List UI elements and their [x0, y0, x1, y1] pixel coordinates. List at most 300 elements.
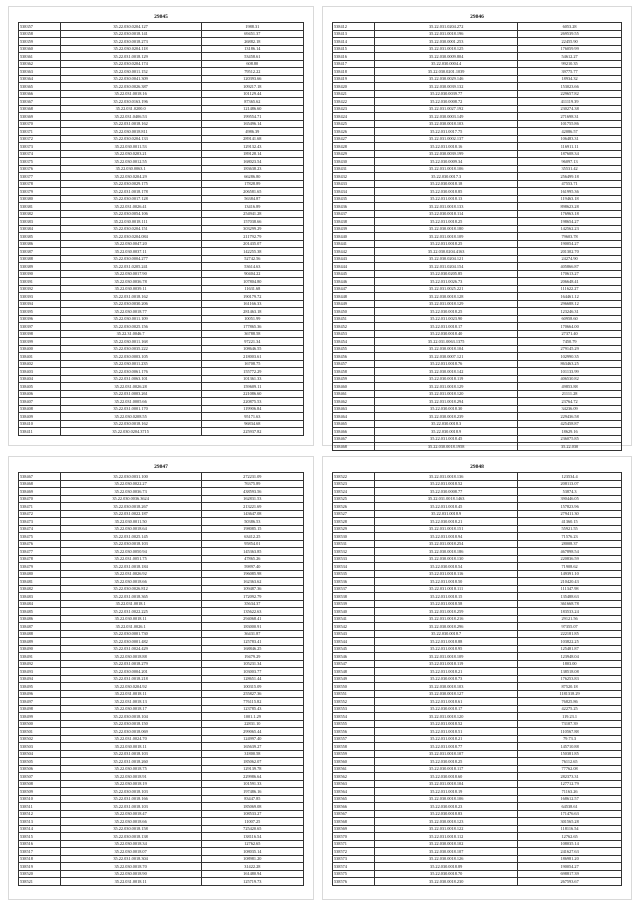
- table-row: [333, 638, 622, 646]
- amount-cell: 299065.44: [201, 728, 303, 736]
- table-row: [19, 690, 304, 698]
- record-id-cell: 538384: [19, 225, 61, 233]
- table-row: [333, 705, 622, 713]
- amount-cell: 170664.00: [518, 323, 622, 331]
- table-row: [19, 810, 304, 818]
- table-row: [19, 353, 304, 361]
- account-code-cell: 35.22.030.0018.89: [375, 863, 518, 871]
- table-row: [19, 293, 304, 301]
- record-id-cell: 538416: [333, 53, 375, 61]
- table-row: [333, 308, 622, 316]
- amount-cell: 79.73.3: [518, 735, 622, 743]
- record-id-cell: 538529: [333, 525, 375, 533]
- record-id-cell: 538483: [19, 593, 61, 601]
- account-code-cell: 35.22.031.0003.261: [60, 390, 201, 398]
- amount-cell: 52742.56: [201, 255, 303, 263]
- table-row: [19, 803, 304, 811]
- record-id-cell: 538470: [19, 495, 61, 503]
- account-code-cell: 35.22.031.0001.170: [60, 405, 201, 413]
- table-row: [333, 488, 622, 496]
- account-code-cell: 35.22.030.0018.18: [375, 180, 518, 188]
- record-id-cell: 538494: [19, 675, 61, 683]
- record-id-cell: 538521: [19, 878, 61, 886]
- table-row: [333, 270, 622, 278]
- amount-cell: 161166.33: [201, 300, 303, 308]
- amount-cell: 121486.60: [201, 105, 303, 113]
- record-id-cell: 538473: [19, 518, 61, 526]
- table-row: [333, 398, 622, 406]
- account-code-cell: 35.22.030.0018.17: [375, 705, 518, 713]
- account-code-cell: 35.22.031.0018.94: [375, 533, 518, 541]
- record-id-cell: 538455: [333, 345, 375, 353]
- account-code-cell: 35.22.031.0018.11: [60, 878, 201, 886]
- account-code-cell: 35.22.030.0063.1: [60, 165, 201, 173]
- amount-cell: 101755.86: [518, 120, 622, 128]
- amount-cell: 190054.27: [518, 863, 622, 871]
- table-row: [333, 68, 622, 76]
- amount-cell: 161995.36: [518, 188, 622, 196]
- account-code-cell: 35.22.031.0018.52: [375, 480, 518, 488]
- table-row: [333, 165, 622, 173]
- record-id-cell: 538510: [19, 795, 61, 803]
- record-id-cell: 538541: [333, 615, 375, 623]
- table-row: [333, 23, 622, 31]
- table-row: [333, 300, 622, 308]
- account-code-cell: 35.22.031.0406.53: [60, 113, 201, 121]
- record-id-cell: 538531: [333, 540, 375, 548]
- amount-cell: 128651.44: [201, 675, 303, 683]
- amount-cell: 159609.11: [201, 383, 303, 391]
- amount-cell: 406530.82: [518, 375, 622, 383]
- table-row: [19, 45, 304, 53]
- record-id-cell: 538422: [333, 98, 375, 106]
- record-id-cell: 538445: [333, 270, 375, 278]
- table-row: [333, 203, 622, 211]
- amount-cell: 229657.82: [518, 90, 622, 98]
- table-row: [19, 195, 304, 203]
- account-code-cell: 35.22.031.0018.178: [60, 188, 201, 196]
- amount-cell: 66286.80: [201, 173, 303, 181]
- record-id-cell: 538370: [19, 120, 61, 128]
- account-code-cell: 35.22.030.0018.273: [60, 38, 201, 46]
- account-code-cell: 35.22.031.0025.221: [375, 285, 518, 293]
- account-code-cell: 35.22.031.0018.116: [375, 570, 518, 578]
- record-id-cell: 538357: [19, 23, 61, 31]
- table-row: [19, 495, 304, 503]
- table-row: [19, 225, 304, 233]
- amount-cell: 76112.65: [518, 758, 622, 766]
- record-id-cell: 538522: [333, 473, 375, 481]
- account-code-cell: 35.22.030.0039.132: [375, 83, 518, 91]
- table-row: [19, 825, 304, 833]
- amount-cell: 164461.12: [518, 293, 622, 301]
- record-id-cell: 538393: [19, 293, 61, 301]
- amount-cell: 153023.66: [518, 83, 622, 91]
- record-id-cell: 538538: [333, 593, 375, 601]
- account-code-cell: 35.22.030.0001.482: [60, 638, 201, 646]
- account-code-cell: 35.22.030.0018.114: [375, 210, 518, 218]
- account-code-cell: 35.22.031.0022.187: [60, 510, 201, 518]
- amount-cell: 83447.85: [201, 795, 303, 803]
- account-code-cell: 35.22.030.0018.23: [375, 803, 518, 811]
- amount-cell: 55921.55: [518, 525, 622, 533]
- amount-cell: 222181.85: [518, 630, 622, 638]
- amount-cell: 18629.16: [518, 428, 622, 436]
- account-code-cell: 35.22.030.0018.130: [375, 555, 518, 563]
- account-code-cell: 35.22.031.0204.272: [375, 23, 518, 31]
- account-code-cell: 35.22.031.0018.109: [375, 653, 518, 661]
- record-id-cell: 538537: [333, 585, 375, 593]
- record-id-cell: 538464: [333, 413, 375, 421]
- sheet-title: 29848: [470, 464, 484, 470]
- account-code-cell: 35.22.030.0011.152: [60, 68, 201, 76]
- amount-cell: 129132.43: [201, 143, 303, 151]
- account-code-cell: 35.22.031.0018.162: [60, 120, 201, 128]
- record-id-cell: 538452: [333, 323, 375, 331]
- table-row: [333, 660, 622, 668]
- amount-cell: 190179.72: [201, 293, 303, 301]
- record-id-cell: 538515: [19, 833, 61, 841]
- record-id-cell: 538410: [19, 420, 61, 428]
- amount-cell: 34236.09: [518, 405, 622, 413]
- account-code-cell: 35.22.030.0018.158: [60, 825, 201, 833]
- table-row: [333, 263, 622, 271]
- table-row: [333, 623, 622, 631]
- table-row: [333, 293, 622, 301]
- table-row: [333, 758, 622, 766]
- table-row: [333, 225, 622, 233]
- account-code-cell: 35.22.030.0018.11: [60, 743, 201, 751]
- record-id-cell: 538540: [333, 608, 375, 616]
- table-row: [19, 548, 304, 556]
- amount-cell: 185062.07: [201, 758, 303, 766]
- account-code-cell: 35.22.030.0017.90: [60, 270, 201, 278]
- record-id-cell: 538572: [333, 848, 375, 856]
- account-code-cell: 35.22.031.0018.88: [375, 638, 518, 646]
- table-row: [333, 600, 622, 608]
- account-code-cell: 35.22.030.0011.53: [60, 143, 201, 151]
- table-row: [333, 210, 622, 218]
- table-row: [19, 285, 304, 293]
- account-code-cell: 35.22.030.0018.069: [60, 728, 201, 736]
- account-code-cell: 35.22.030.0204.4163: [375, 248, 518, 256]
- account-code-cell: 35.22.031.0018.21: [375, 735, 518, 743]
- record-id-cell: 538566: [333, 803, 375, 811]
- record-id-cell: 538442: [333, 248, 375, 256]
- account-code-cell: 35.22.031.0018.103: [60, 750, 201, 758]
- amount-cell: 281463.18: [201, 308, 303, 316]
- record-id-cell: 538415: [333, 45, 375, 53]
- record-id-cell: 538383: [19, 218, 61, 226]
- record-id-cell: 538461: [333, 390, 375, 398]
- table-row: [19, 533, 304, 541]
- record-id-cell: 538555: [333, 720, 375, 728]
- table-row: [19, 150, 304, 158]
- record-id-cell: 538375: [19, 158, 61, 166]
- record-id-cell: 538567: [333, 810, 375, 818]
- account-code-cell: 35.22.031.0018.11: [60, 690, 201, 698]
- record-id-cell: 538369: [19, 113, 61, 121]
- account-code-cell: 35.22.030.0039.77: [375, 90, 518, 98]
- table-row: [19, 525, 304, 533]
- table-row: [333, 510, 622, 518]
- table-row: [333, 240, 622, 248]
- amount-cell: 41360.15: [518, 518, 622, 526]
- ledger-sheet: [322, 6, 632, 449]
- account-code-cell: 35.22.031.0023.90: [375, 315, 518, 323]
- amount-cell: 198085.15: [201, 525, 303, 533]
- record-id-cell: 538467: [19, 473, 61, 481]
- account-code-cell: 35.22.031.0018.13: [375, 195, 518, 203]
- account-code-cell: 35.22.030.0018.21: [375, 518, 518, 526]
- record-id-cell: 538358: [19, 30, 61, 38]
- account-code-cell: 35.22.030.0009.34: [375, 158, 518, 166]
- table-row: [19, 120, 304, 128]
- table-row: [19, 608, 304, 616]
- record-id-cell: 538524: [333, 488, 375, 496]
- account-code-cell: 35.22.031.0018.58: [375, 600, 518, 608]
- ledger-table: [18, 22, 304, 436]
- table-row: [19, 113, 304, 121]
- amount-cell: 190054.27: [518, 240, 622, 248]
- record-id-cell: 538438: [333, 218, 375, 226]
- ledger-sheet: [322, 456, 632, 900]
- record-id-cell: 538478: [19, 555, 61, 563]
- account-code-cell: 35.22.031.0018.16: [60, 90, 201, 98]
- account-code-cell: 35.22.031.0018.162: [60, 293, 201, 301]
- table-row: [19, 473, 304, 481]
- amount-cell: 102990.35: [518, 353, 622, 361]
- amount-cell: 230274.38: [518, 105, 622, 113]
- table-row: [19, 98, 304, 106]
- account-code-cell: 35.22.031.0024.429: [60, 645, 201, 653]
- amount-cell: 18934.32: [518, 75, 622, 83]
- table-row: [19, 30, 304, 38]
- table-row: [333, 773, 622, 781]
- account-code-cell: 35.22.030.0054.106: [60, 210, 201, 218]
- account-code-cell: 35.22.031.0018.52: [375, 720, 518, 728]
- amount-cell: 22455.90: [518, 38, 622, 46]
- table-row: [19, 773, 304, 781]
- record-id-cell: 538367: [19, 98, 61, 106]
- amount-cell: 220875.53: [201, 398, 303, 406]
- account-code-cell: 35.22.031.0018.254: [375, 540, 518, 548]
- table-row: [19, 135, 304, 143]
- table-row: [333, 728, 622, 736]
- amount-cell: 101591.33: [201, 780, 303, 788]
- account-code-cell: 35.22.031.0018.21: [375, 668, 518, 676]
- table-row: [19, 735, 304, 743]
- record-id-cell: 538388: [19, 255, 61, 263]
- amount-cell: 96834.68: [201, 420, 303, 428]
- table-row: [333, 45, 622, 53]
- amount-cell: 898623.28: [518, 203, 622, 211]
- amount-cell: 149391.10: [518, 570, 622, 578]
- account-code-cell: 35.22.030.0018.47: [60, 810, 201, 818]
- account-code-cell: 35.22.030.0018.19: [60, 780, 201, 788]
- record-id-cell: 538421: [333, 90, 375, 98]
- record-id-cell: 538504: [19, 750, 61, 758]
- table-row: [19, 855, 304, 863]
- amount-cell: 405866.87: [518, 263, 622, 271]
- record-id-cell: 538417: [333, 60, 375, 68]
- record-id-cell: 538437: [333, 210, 375, 218]
- table-row: [19, 53, 304, 61]
- table-row: [19, 210, 304, 218]
- amount-cell: 105231.34: [201, 660, 303, 668]
- amount-cell: 150381.85: [518, 750, 622, 758]
- account-code-cell: 35.22.031.0026.73: [375, 278, 518, 286]
- table-row: [333, 713, 622, 721]
- record-id-cell: 538449: [333, 300, 375, 308]
- amount-cell: 71163.26: [518, 788, 622, 796]
- record-id-cell: 538519: [19, 863, 61, 871]
- table-row: [19, 870, 304, 878]
- account-code-cell: 35.22.031.0018.120: [375, 713, 518, 721]
- amount-cell: 142255.38: [201, 248, 303, 256]
- table-row: [19, 23, 304, 31]
- record-id-cell: 538501: [19, 728, 61, 736]
- account-code-cell: 35.22.030.0018.40: [375, 330, 518, 338]
- account-code-cell: 35.22.030.0018.104: [375, 345, 518, 353]
- amount-cell: 110567.88: [518, 728, 622, 736]
- table-row: [333, 158, 622, 166]
- record-id-cell: 538485: [19, 608, 61, 616]
- table-row: [19, 375, 304, 383]
- table-row: [19, 728, 304, 736]
- account-code-cell: 35.22.030.0018.141: [60, 30, 201, 38]
- account-code-cell: 35.22.030.0204.174: [60, 60, 201, 68]
- amount-cell: 108646.55: [201, 345, 303, 353]
- table-row: [19, 683, 304, 691]
- account-code-cell: 35.22.030.0001.253: [375, 38, 518, 46]
- amount-cell: 186981.20: [518, 855, 622, 863]
- record-id-cell: 538458: [333, 368, 375, 376]
- account-code-cell: 35.22.031.0018.25: [375, 218, 518, 226]
- record-id-cell: 538371: [19, 128, 61, 136]
- account-code-cell: 35.22.030.0018.90: [60, 870, 201, 878]
- record-id-cell: 538468: [19, 480, 61, 488]
- amount-cell: 71908.62: [518, 563, 622, 571]
- table-row: [19, 765, 304, 773]
- amount-cell: 64538.61: [518, 803, 622, 811]
- table-row: [333, 368, 622, 376]
- account-code-cell: 35.22.030.0203.21: [60, 150, 201, 158]
- amount-cell: 125719.73: [201, 878, 303, 886]
- table-row: [333, 870, 622, 878]
- account-code-cell: 35.22.030.0018.60: [375, 773, 518, 781]
- record-id-cell: 538400: [19, 345, 61, 353]
- account-code-cell: 35.22.030.0018.77: [60, 308, 201, 316]
- amount-cell: 213221.69: [201, 503, 303, 511]
- ledger-table: [18, 472, 304, 886]
- table-row: [333, 173, 622, 181]
- record-id-cell: 538373: [19, 143, 61, 151]
- table-row: [19, 878, 304, 886]
- amount-cell: 101133.99: [518, 368, 622, 376]
- account-code-cell: 35.22.031.0018.119: [375, 660, 518, 668]
- account-code-cell: 35.22.030.0018.73: [375, 675, 518, 683]
- amount-cell: 161480.94: [201, 870, 303, 878]
- record-id-cell: 538546: [333, 653, 375, 661]
- table-row: [333, 585, 622, 593]
- record-id-cell: 538497: [19, 698, 61, 706]
- account-code-cell: 35.22.031.0018.77: [375, 743, 518, 751]
- record-id-cell: 538459: [333, 375, 375, 383]
- record-id-cell: 538551: [333, 690, 375, 698]
- table-row: [19, 413, 304, 421]
- amount-cell: 50386.53: [201, 518, 303, 526]
- table-row: [19, 368, 304, 376]
- record-id-cell: 538468: [333, 443, 375, 451]
- account-code-cell: 35.22.030.0018.17: [60, 705, 201, 713]
- amount-cell: 220836.59: [518, 555, 622, 563]
- account-code-cell: 35.22.031.0018.122: [375, 825, 518, 833]
- account-code-cell: 35.22.030.0018.66: [60, 818, 201, 826]
- ledger-sheet: [8, 6, 314, 446]
- record-id-cell: 538568: [333, 818, 375, 826]
- account-code-cell: 35.22.031.0018.76: [375, 360, 518, 368]
- record-id-cell: 538431: [333, 165, 375, 173]
- record-id-cell: 538448: [333, 293, 375, 301]
- account-code-cell: 35.22.030.0018.107: [375, 848, 518, 856]
- record-id-cell: 538396: [19, 315, 61, 323]
- amount-cell: 97355.07: [518, 623, 622, 631]
- account-code-cell: 35.22.031.0018.294: [375, 398, 518, 406]
- amount-cell: 101129.44: [201, 90, 303, 98]
- record-id-cell: 538545: [333, 645, 375, 653]
- ledger-table: [332, 472, 622, 886]
- table-row: [333, 825, 622, 833]
- amount-cell: 124997.40: [201, 735, 303, 743]
- amount-cell: 95854.01: [201, 540, 303, 548]
- table-row: [19, 563, 304, 571]
- amount-cell: 211792.79: [201, 233, 303, 241]
- account-code-cell: 35.22.031.0018.109: [375, 233, 518, 241]
- amount-cell: 198654.27: [518, 218, 622, 226]
- table-row: [333, 143, 622, 151]
- account-code-cell: 35.22.030.0029.146: [375, 75, 518, 83]
- table-row: [19, 315, 304, 323]
- record-id-cell: 538525: [333, 495, 375, 503]
- amount-cell: 168023.54: [201, 158, 303, 166]
- record-id-cell: 538556: [333, 728, 375, 736]
- amount-cell: 7450.79: [518, 338, 622, 346]
- account-code-cell: 35.22.030.0018.142: [375, 368, 518, 376]
- table-row: [333, 338, 622, 346]
- record-id-cell: 538557: [333, 735, 375, 743]
- account-code-cell: 35.22.030.0018.104: [60, 713, 201, 721]
- table-row: [333, 248, 622, 256]
- account-code-cell: 35.22.031.0018.1: [60, 600, 201, 608]
- amount-cell: 109487.36: [201, 585, 303, 593]
- record-id-cell: 538414: [333, 38, 375, 46]
- amount-cell: 108533.27: [201, 810, 303, 818]
- record-id-cell: 538386: [19, 240, 61, 248]
- table-row: [333, 443, 622, 451]
- amount-cell: 176253.83: [518, 675, 622, 683]
- record-id-cell: 538474: [19, 525, 61, 533]
- amount-cell: 138116.54: [201, 833, 303, 841]
- record-id-cell: 538418: [333, 68, 375, 76]
- table-row: [19, 68, 304, 76]
- table-row: [19, 578, 304, 586]
- record-id-cell: 538398: [19, 330, 61, 338]
- record-id-cell: 538409: [19, 413, 61, 421]
- account-code-cell: 35.22.030.0018.230: [375, 878, 518, 886]
- record-id-cell: 538502: [19, 735, 61, 743]
- account-code-cell: 35.22.030.0036.73: [60, 488, 201, 496]
